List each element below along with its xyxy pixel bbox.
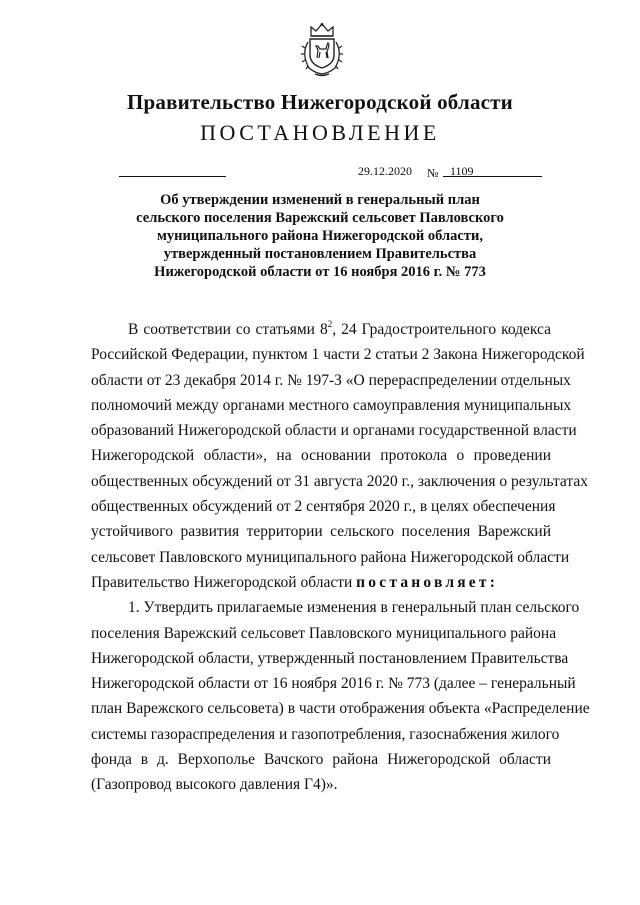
decree-keyword: постановляет: (356, 573, 499, 591)
signature-line (119, 176, 226, 177)
document-type: ПОСТАНОВЛЕНИЕ (200, 120, 440, 145)
body-line: Российской Федерации, пунктом 1 части 2 статьи 2 Закона Нижегородской (91, 346, 585, 364)
title-line: сельского поселения Варежский сельсовет Павловского (136, 210, 504, 226)
document-title (120, 191, 520, 281)
body-line: общественных обсуждений от 2 сентября 2020 г., в целях обеспечения (91, 498, 556, 516)
document-number: 1109 (450, 164, 474, 178)
body-line: Правительство Нижегородской области постановляет: (91, 573, 499, 591)
body-line: Нижегородской области», на основании протокола о проведении (91, 447, 551, 465)
number-underline (443, 176, 542, 177)
body-line: полномочий между органами местного самоуправления муниципальных (91, 396, 572, 414)
body-line: Нижегородской области от 16 ноября 2016 г. № 773 (далее – генеральный (91, 675, 576, 693)
body-line: системы газораспределения и газопотребления, газоснабжения жилого (91, 725, 560, 743)
body-line: фонда в д. Верхополье Вачского района Нижегородской области (91, 751, 551, 769)
title-line: Об утверждении изменений в генеральный план (160, 192, 480, 208)
body-line: устойчивого развития территории сельского поселения Варежский (91, 523, 551, 541)
body-line: В соответствии со статьями $8^2$, 24 Градостроительного кодекса (128, 319, 552, 338)
body-line: общественных обсуждений от 31 августа 2020 г., заключения о результатах (91, 472, 588, 490)
title-line: Нижегородской области от 16 ноября 2016 г. № 773 (154, 264, 486, 280)
body-line: (Газопровод высокого давления Г4)». (91, 776, 338, 794)
body-line: сельсовет Павловского муниципального района Нижегородской области (91, 548, 570, 566)
coat-of-arms-icon (297, 22, 347, 78)
document-body (91, 317, 590, 798)
body-line: Нижегородской области, утвержденный постановлением Правительства (91, 649, 569, 667)
body-line: области от 23 декабря 2014 г. № 197-З «О перераспределении отдельных (91, 371, 571, 389)
organization-name: Правительство Нижегородской области (127, 90, 513, 114)
body-line: 1. Утвердить прилагаемые изменения в генеральный план сельского (128, 599, 580, 617)
title-line: муниципального района Нижегородской области, (157, 228, 483, 244)
body-line: план Варежского сельсовета) в части отображения объекта «Распределение (91, 700, 590, 718)
title-line: утвержденный постановлением Правительства (163, 246, 477, 262)
body-line: поселения Варежский сельсовет Павловского муниципального района (91, 624, 557, 642)
document-date: 29.12.2020 (358, 164, 412, 178)
number-sign: № (427, 166, 439, 180)
body-line: образований Нижегородской области и органами государственной власти (91, 422, 577, 440)
